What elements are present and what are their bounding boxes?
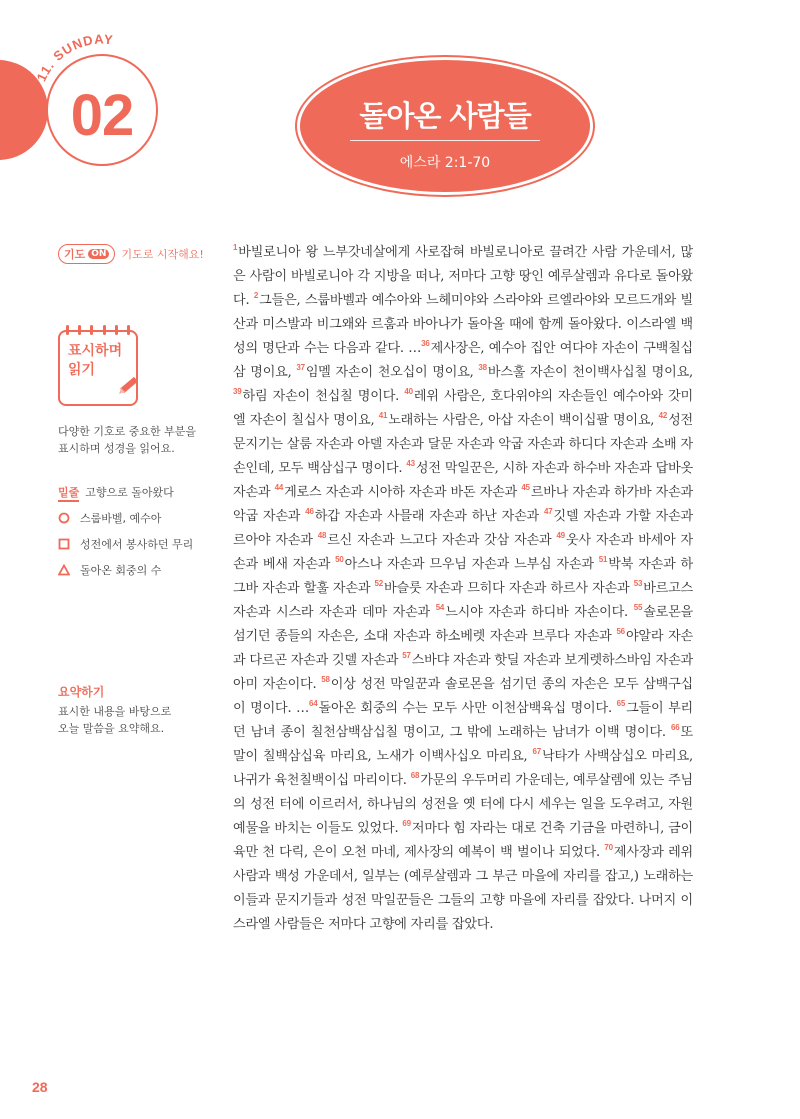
prayer-text: 기도로 시작해요! — [121, 248, 204, 261]
verse-number: 70 — [604, 843, 613, 852]
marking-reading-box — [58, 330, 138, 406]
verse-text: 깃델 자손과 가할 자손과 르아야 자손과 — [233, 509, 694, 548]
marking-title: 표시하며 읽기 — [68, 343, 123, 378]
verse-text: 웃사 자손과 바세아 자손과 베새 자손과 — [233, 533, 693, 572]
verse-text: 바빌로니아 왕 느부갓네살에게 사로잡혀 바빌로니아로 끌려간 사람 가운데서, 많은 사람이 바빌로니아 각 지방을 떠나, 저마다 고향 땅인 예루살렘과 유다로 돌아왔다. — [233, 245, 693, 308]
scripture-reference: 에스라 2:1-70 — [399, 155, 491, 171]
verse-text: 제사장은, 예수아 집안 여다야 자손이 구백칠십삼 명이요, — [233, 341, 693, 380]
verse-number: 66 — [671, 723, 680, 732]
underline-label: 밑줄 — [58, 484, 79, 502]
verse-number: 1 — [233, 243, 238, 252]
verse-text: 이상 성전 막일꾼과 솔로몬을 섬기던 종의 자손은 모두 삼백구십이 명이다. … — [233, 677, 694, 716]
verse-number: 37 — [296, 363, 305, 372]
verse-text: 르바나 자손과 하가바 자손과 악굽 자손과 — [233, 485, 693, 524]
verse-number: 69 — [402, 819, 411, 828]
verse-number: 41 — [378, 411, 388, 420]
verse-text: 그들은, 스룹바벨과 예수아와 느헤미야와 스라야와 르엘라야와 모르드개와 빌산과 미스발과 비그왜와 르훔과 바아나가 돌아올 때에 함께 돌아왔다. 이스라엘 백성의 명단과 수는 다음과 같다. … — [233, 293, 693, 356]
verse-text: 야알라 자손과 다르곤 자손과 깃델 자손과 — [233, 629, 693, 668]
verse-number: 67 — [532, 747, 542, 756]
square-icon — [58, 538, 70, 550]
verse-text: 바슬룻 자손과 므히다 자손과 하르사 자손과 — [384, 581, 634, 596]
verse-number: 44 — [274, 483, 284, 492]
summary-title: 요약하기 — [58, 685, 105, 699]
verse-text: 레위 사람은, 호다위야의 자손들인 예수아와 갓미엘 자손이 칠십사 명이요, — [233, 389, 693, 428]
verse-number: 64 — [309, 699, 318, 708]
marking-description: 다양한 기호로 중요한 부분을 표시하며 성경을 읽어요. — [58, 425, 197, 455]
verse-number: 40 — [404, 387, 413, 396]
verse-text: 느시야 자손과 하디바 자손이다. — [445, 605, 634, 620]
verse-text: 노래하는 사람은, 아삽 자손이 백이십팔 명이요, — [388, 413, 659, 428]
page-number: 28 — [32, 1079, 48, 1095]
verse-text: 제사장과 레위 사람과 백성 가운데서, 일부는 (예루살렘과 그 부근 마을에 자리를 잡고,) 노래하는 이들과 문지기들과 성전 막일꾼들은 그들의 고향 마을에 자리를 잡았다. 나머지 이스라엘 사람들은 저마다 고향에 자리를 잡았다. — [233, 845, 694, 932]
verse-number: 68 — [410, 771, 420, 780]
verse-number: 2 — [253, 291, 259, 300]
title-oval — [300, 60, 590, 192]
verse-number: 53 — [633, 579, 643, 588]
verse-number: 57 — [402, 651, 411, 660]
scripture-text — [233, 241, 693, 937]
verse-text: 저마다 힘 자라는 대로 건축 기금을 마련하니, 금이 육만 천 다릭, 은이 오천 마네, 제사장의 예복이 백 벌이나 되었다. — [233, 821, 693, 860]
page-title: 돌아온 사람들 — [359, 99, 531, 133]
verse-number: 48 — [317, 531, 327, 540]
verse-number: 51 — [598, 555, 608, 564]
verse-text: 바스훌 자손이 천이백사십칠 명이요, — [487, 365, 693, 380]
verse-number: 42 — [658, 411, 668, 420]
verse-text: 게로스 자손과 시아하 자손과 바돈 자손과 — [284, 485, 522, 500]
verse-text: 낙타가 사백삼십오 마리요, 나귀가 육천칠백이십 마리이다. — [233, 749, 693, 788]
legend-underline-row — [58, 484, 208, 502]
verse-number: 36 — [421, 339, 430, 348]
legend-row-circle: 스룹바벨, 예수아 — [58, 510, 161, 526]
prayer-badge — [58, 244, 115, 264]
verse-text: 스바댜 자손과 핫딜 자손과 보게렛하스바임 자손과 아미 자손이다. — [233, 653, 693, 692]
verse-text: 그들이 부리던 남녀 종이 칠천삼백삼십칠 명이고, 그 밖에 노래하는 남녀가 이백 명이다. — [233, 701, 693, 740]
verse-number: 54 — [435, 603, 445, 612]
summary-description: 표시한 내용을 바탕으로 오늘 말씀을 요약해요. — [58, 705, 172, 735]
pencil-icon — [116, 372, 142, 398]
verse-text: 가문의 우두머리 가운데는, 예루살렘에 있는 주님의 성전 터에 이르러서, 하나님의 성전을 옛 터에 다시 세우는 일을 도우려고, 자원예물을 바치는 이들도 있었다. — [233, 773, 693, 836]
verse-number: 45 — [521, 483, 530, 492]
triangle-icon — [58, 564, 70, 576]
underline-text: 고향으로 돌아왔다 — [85, 486, 174, 499]
verse-number: 43 — [406, 459, 415, 468]
verse-number: 55 — [633, 603, 643, 612]
verse-number: 46 — [305, 507, 314, 516]
verse-number: 65 — [616, 699, 626, 708]
prayer-on-label: ON — [88, 249, 109, 259]
prayer-prompt — [58, 244, 208, 264]
verse-number: 47 — [544, 507, 553, 516]
day-label: 11. SUNDAY — [33, 31, 115, 84]
verse-number: 38 — [478, 363, 487, 372]
verse-text: 하갑 자손과 사믈래 자손과 하난 자손과 — [314, 509, 544, 524]
verse-number: 49 — [556, 531, 565, 540]
verse-text: 아스나 자손과 므우님 자손과 느부심 자손과 — [344, 557, 599, 572]
verse-text: 하림 자손이 천십칠 명이다. — [242, 389, 405, 404]
verse-number: 52 — [374, 579, 384, 588]
verse-text: 박북 자손과 하그바 자손과 할훌 자손과 — [233, 557, 694, 596]
verse-number: 56 — [616, 627, 625, 636]
prayer-badge-label: 기도 — [64, 248, 86, 261]
verse-number: 39 — [233, 387, 242, 396]
day-number: 02 — [70, 83, 134, 148]
notebook-rings — [66, 325, 130, 335]
verse-text: 성전 문지기는 살룸 자손과 아델 자손과 달문 자손과 악굽 자손과 하디다 자손과 소배 자손인데, 모두 백삼십구 명이다. — [233, 413, 693, 476]
legend-row-square: 성전에서 봉사하던 무리 — [58, 536, 193, 552]
verse-text: 성전 막일꾼은, 시하 자손과 하수바 자손과 답바옷 자손과 — [233, 461, 693, 500]
verse-number: 58 — [321, 675, 330, 684]
circle-icon — [58, 512, 70, 524]
verse-text: 또 말이 칠백삼십육 마리요, 노새가 이백사십오 마리요, — [233, 725, 693, 764]
verse-number: 50 — [335, 555, 344, 564]
verse-text: 바르고스 자손과 시스라 자손과 데마 자손과 — [233, 581, 693, 620]
verse-text: 솔로몬을 섬기던 종들의 자손은, 소대 자손과 하소베렛 자손과 브루다 자손과 — [233, 605, 693, 644]
title-divider — [350, 140, 540, 141]
verse-text: 돌아온 회중의 수는 모두 사만 이천삼백육십 명이다. — [318, 701, 617, 716]
legend-row-triangle: 돌아온 회중의 수 — [58, 562, 161, 578]
verse-text: 임멜 자손이 천오십이 명이요, — [305, 365, 479, 380]
verse-text: 르신 자손과 느고다 자손과 갓삼 자손과 — [327, 533, 557, 548]
